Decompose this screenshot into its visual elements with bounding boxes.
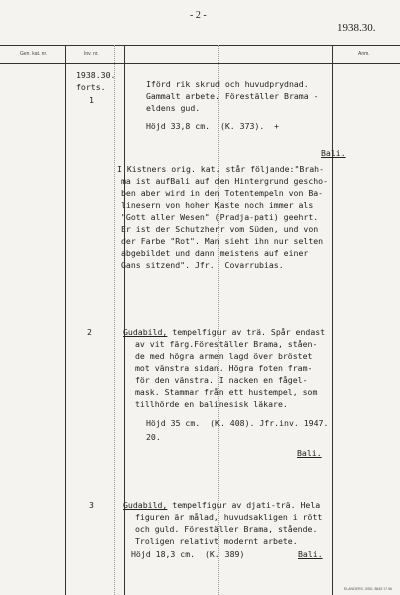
column-divider-1 xyxy=(65,45,66,595)
entry-2-line-4: mot vänstra sidan. Högra foten fram- xyxy=(135,363,313,373)
entry-2-line-1 xyxy=(123,327,325,337)
entry-2-line-2: av vit färg.Föreställer Brama, ståen- xyxy=(135,339,318,349)
entry-2-line-3: de med högra armen lagd över bröstet xyxy=(135,351,313,361)
entry-1-line-1: Iförd rik skrud och huvudprydnad. xyxy=(146,79,309,89)
year-header: 1938.30. xyxy=(337,22,376,34)
entry-3-place: Bali. xyxy=(298,549,323,559)
entry-1-inv-year: 1938.30. xyxy=(76,70,116,80)
note-line-8: abgebildet und dann meistens auf einer xyxy=(121,248,309,258)
column-divider-2 xyxy=(124,45,125,595)
entry-3-line-2: figuren är målad, huvudsakligen i rött xyxy=(135,512,323,522)
entry-3-line-3: och guld. Föreställer Brama, stående. xyxy=(135,524,318,534)
column-inv: Inv. nr. xyxy=(84,51,99,57)
entry-2-line-1-rest: tempelfigur av trä. Spår endast xyxy=(167,327,326,337)
entry-3-inv-number: 3 xyxy=(89,500,94,510)
note-line-9: Gans sitzend". Jfr. Covarrubias. xyxy=(121,260,284,270)
entry-1-place: Bali. xyxy=(321,148,346,158)
printer-code: ELANDERS, GBG. 8845 17.56 xyxy=(343,587,392,591)
note-line-6: Er ist der Schutzherr vom Süden, und von xyxy=(121,224,319,234)
column-gen-kat: Gen. kat. nr. xyxy=(20,51,48,57)
page-number: - 2 - xyxy=(190,10,207,21)
entry-2-title: Gudabild, xyxy=(123,327,168,337)
note-line-1: I Kistners orig. kat. står följande:"Brah- xyxy=(117,164,325,174)
entry-3-line-1 xyxy=(123,500,320,510)
entry-1-line-3: eldens gud. xyxy=(146,103,201,113)
entry-2-line-5: för den vänstra. I nacken en fågel- xyxy=(135,375,308,385)
entry-2-line-6: mask. Stammar från ett hustempel, som xyxy=(135,387,318,397)
entry-3-title: Gudabild, xyxy=(123,500,168,510)
entry-1-inv-cont: forts. xyxy=(76,82,106,92)
entry-1-line-2: Gammalt arbete. Föreställer Brama - xyxy=(146,91,319,101)
note-line-7: der Farbe "Rot". Man sieht ihn nur selten xyxy=(121,236,324,246)
entry-3-line-1-rest: tempelfigur av djati-trä. Hela xyxy=(167,500,321,510)
column-anm: Anm. xyxy=(358,51,370,57)
entry-2-line-8: Höjd 35 cm. (K. 408). Jfr.inv. 1947. xyxy=(146,418,329,428)
entry-2-inv-number: 2 xyxy=(87,327,92,337)
column-divider-3 xyxy=(332,45,333,595)
entry-2-place: Bali. xyxy=(297,448,322,458)
entry-2-line-9: 20. xyxy=(146,432,161,442)
column-header-row xyxy=(0,45,400,64)
note-line-3: ben aber wird in den Totentempeln von Ba- xyxy=(121,188,324,198)
note-line-4: linesern von hoher Kaste noch immer als xyxy=(121,200,314,210)
note-line-2: ma ist aufBali auf den Hintergrund gescho- xyxy=(121,176,329,186)
entry-3-line-4: Troligen relativt modernt arbete. xyxy=(135,536,298,546)
entry-3-line-5: Höjd 18,3 cm. (K. 389) xyxy=(131,549,245,559)
column-tick-1 xyxy=(114,45,115,595)
note-line-5: "Gott aller Wesen" (Pradja-pati) geehrt. xyxy=(121,212,319,222)
entry-2-line-7: tillhörde en balinesisk läkare. xyxy=(135,399,288,409)
entry-1-line-4: Höjd 33,8 cm. (K. 373). + xyxy=(146,121,280,131)
entry-1-inv-number: 1 xyxy=(89,95,94,105)
